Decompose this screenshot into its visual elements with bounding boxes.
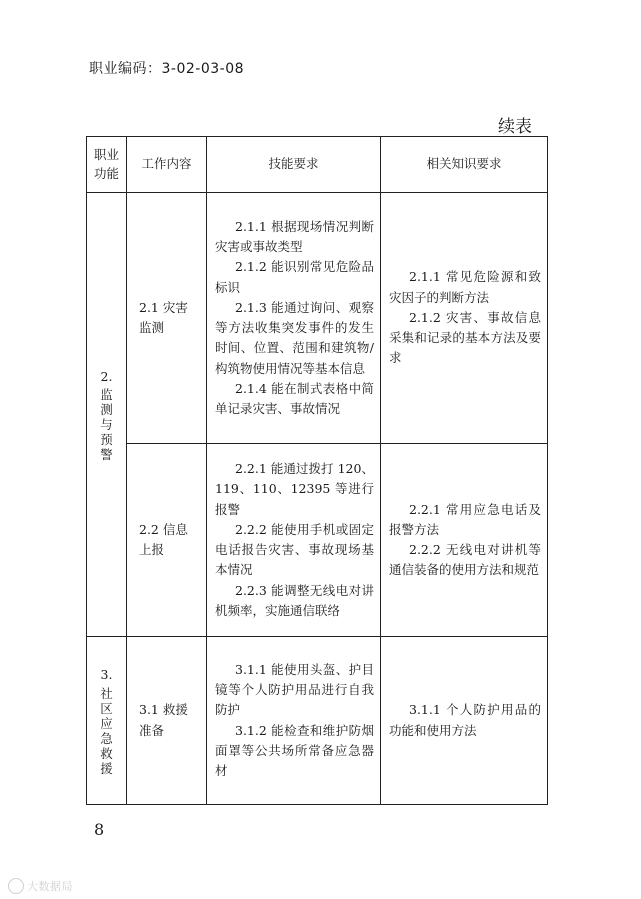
page-number: 8 xyxy=(94,820,105,839)
watermark-text: 大数据局 xyxy=(27,880,73,893)
header-knowledge: 相关知识要求 xyxy=(381,137,548,193)
table-header-row xyxy=(87,137,548,193)
knowledge-cell: 2.2.1 常用应急电话及报警方法 2.2.2 无线电对讲机等通信装备的使用方法和规范 xyxy=(381,444,548,637)
function-cell-monitoring: 2. 监测与预警 xyxy=(87,193,127,637)
occupation-code: 职业编码：3-02-03-08 xyxy=(89,61,245,77)
skills-table xyxy=(86,136,548,805)
work-cell: 3.1 救援 准备 xyxy=(127,637,207,805)
skills-cell: 2.2.1 能通过拨打 120、119、110、12395 等进行报警 2.2.2 能使用手机或固定电话报告灾害、事故现场基本情况 2.2.3 能调整无线电对讲机频率，实施通信联络 xyxy=(207,444,381,637)
knowledge-cell: 2.1.1 常见危险源和致灾因子的判断方法 2.1.2 灾害、事故信息采集和记录的基本方法及要求 xyxy=(381,193,548,444)
function-cell-rescue: 3. 社区应急救援 xyxy=(87,637,127,805)
header-work: 工作内容 xyxy=(127,137,207,193)
skills-cell: 2.1.1 根据现场情况判断灾害或事故类型 2.1.2 能识别常见危险品标识 2.1.3 能通过询问、观察等方法收集突发事件的发生时间、位置、范围和建筑物/构筑物使用情况等基本信息 2.1.4 能在制式表格中简单记录灾害、事故情况 xyxy=(207,193,381,444)
watermark-logo-icon xyxy=(8,878,24,894)
skills-cell: 3.1.1 能使用头盔、护目镜等个人防护用品进行自我防护 3.1.2 能检查和维护防烟面罩等公共场所常备应急器材 xyxy=(207,637,381,805)
header-skills: 技能要求 xyxy=(207,137,381,193)
header-function: 职业 功能 xyxy=(87,137,127,193)
work-cell: 2.1 灾害 监测 xyxy=(127,193,207,444)
table-row xyxy=(87,193,548,444)
continued-label: 续表 xyxy=(498,117,532,137)
table-row xyxy=(87,637,548,805)
watermark xyxy=(8,878,73,895)
knowledge-cell: 3.1.1 个人防护用品的功能和使用方法 xyxy=(381,637,548,805)
work-cell: 2.2 信息 上报 xyxy=(127,444,207,637)
table-row xyxy=(87,444,548,637)
